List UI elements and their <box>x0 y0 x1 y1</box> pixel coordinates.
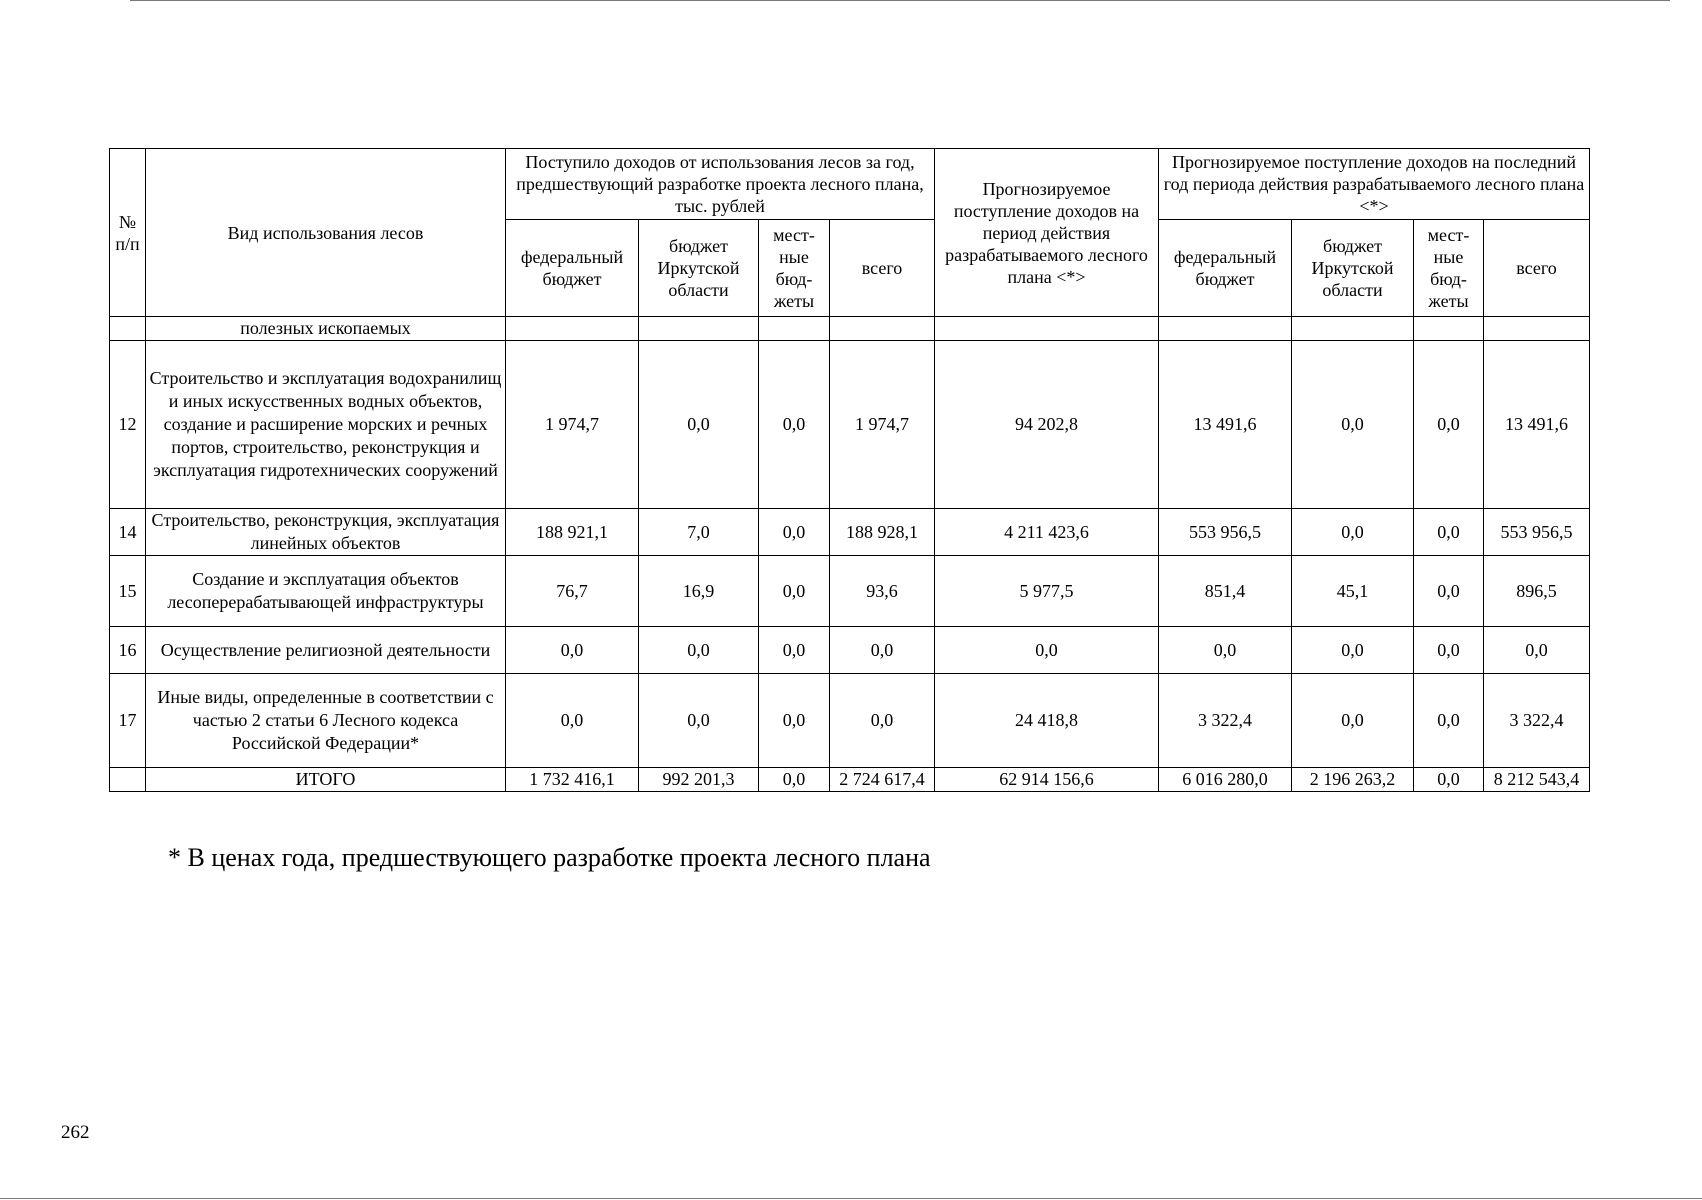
cell-forecast-period: 4 211 423,6 <box>935 509 1159 556</box>
cell-received-regional: 0,0 <box>639 627 759 674</box>
cell-last-federal: 3 322,4 <box>1159 674 1292 768</box>
row-kind: Осуществление религиозной деятельности <box>146 627 506 674</box>
cell-received-federal: 0,0 <box>506 627 639 674</box>
cell-forecast-period: 0,0 <box>935 627 1159 674</box>
header-kind: Вид использования лесов <box>146 149 506 317</box>
row-kind: Создание и эксплуатация объектов лесоперерабатывающей инфраструктуры <box>146 556 506 627</box>
cell-last-local: 0,0 <box>1414 509 1484 556</box>
row-number: 16 <box>110 627 146 674</box>
cell-forecast-period: 5 977,5 <box>935 556 1159 627</box>
cell-received-regional: 0,0 <box>639 674 759 768</box>
table-row-total <box>110 768 1590 792</box>
row-number: 15 <box>110 556 146 627</box>
header-forecast-last-year-group: Прогнозируемое поступление доходов на последний год периода действия разрабатываемого лесного плана <*> <box>1159 149 1590 220</box>
cell-last-regional <box>1292 317 1414 341</box>
cell-last-total: 13 491,6 <box>1484 341 1590 509</box>
cell-last-local: 0,0 <box>1414 627 1484 674</box>
table-row <box>110 317 1590 341</box>
row-kind: Иные виды, определенные в соответствии с частью 2 статьи 6 Лесного кодекса Российской Федерации* <box>146 674 506 768</box>
cell-last-regional: 45,1 <box>1292 556 1414 627</box>
cell-received-total: 1 974,7 <box>830 341 935 509</box>
cell-last-regional: 2 196 263,2 <box>1292 768 1414 792</box>
cell-received-total: 0,0 <box>830 674 935 768</box>
row-kind: Строительство и эксплуатация водохранилищ и иных искусственных водных объектов, создание и расширение морских и речных портов, строительство, реконструкция и эксплуатация гидротехнических сооружений <box>146 341 506 509</box>
cell-received-regional: 7,0 <box>639 509 759 556</box>
cell-received-federal: 188 921,1 <box>506 509 639 556</box>
table-row <box>110 627 1590 674</box>
row-number: 17 <box>110 674 146 768</box>
header-received-regional: бюджет Иркутской области <box>639 220 759 317</box>
header-received-total: всего <box>830 220 935 317</box>
forest-income-table <box>109 148 1590 792</box>
cell-forecast-period <box>935 317 1159 341</box>
cell-last-local: 0,0 <box>1414 556 1484 627</box>
cell-last-regional: 0,0 <box>1292 509 1414 556</box>
cell-received-regional: 992 201,3 <box>639 768 759 792</box>
table-row <box>110 556 1590 627</box>
cell-received-local <box>759 317 830 341</box>
header-received-federal: федеральный бюджет <box>506 220 639 317</box>
header-number: № п/п <box>110 149 146 317</box>
footnote: * В ценах года, предшествующего разработке проекта лесного плана <box>168 843 931 872</box>
cell-received-total <box>830 317 935 341</box>
row-number: 12 <box>110 341 146 509</box>
cell-last-federal: 6 016 280,0 <box>1159 768 1292 792</box>
header-last-regional: бюджет Иркутской области <box>1292 220 1414 317</box>
row-number: 14 <box>110 509 146 556</box>
scan-edge-rule-top <box>130 0 1670 1</box>
cell-received-total: 188 928,1 <box>830 509 935 556</box>
cell-last-federal: 553 956,5 <box>1159 509 1292 556</box>
cell-received-local: 0,0 <box>759 768 830 792</box>
cell-last-total: 8 212 543,4 <box>1484 768 1590 792</box>
cell-received-local: 0,0 <box>759 509 830 556</box>
row-kind: Строительство, реконструкция, эксплуатация линейных объектов <box>146 509 506 556</box>
cell-forecast-period: 62 914 156,6 <box>935 768 1159 792</box>
cell-last-local: 0,0 <box>1414 341 1484 509</box>
table-row <box>110 674 1590 768</box>
cell-last-total: 896,5 <box>1484 556 1590 627</box>
row-kind: ИТОГО <box>146 768 506 792</box>
header-last-local: мест-ные бюд-жеты <box>1414 220 1484 317</box>
row-number <box>110 768 146 792</box>
cell-forecast-period: 94 202,8 <box>935 341 1159 509</box>
header-received-group: Поступило доходов от использования лесов за год, предшествующий разработке проекта лесного плана, тыс. рублей <box>506 149 935 220</box>
cell-last-federal: 851,4 <box>1159 556 1292 627</box>
scan-edge-rule-bottom <box>0 1198 1702 1199</box>
cell-received-regional: 0,0 <box>639 341 759 509</box>
cell-last-local: 0,0 <box>1414 768 1484 792</box>
cell-last-federal: 13 491,6 <box>1159 341 1292 509</box>
cell-last-regional: 0,0 <box>1292 627 1414 674</box>
row-number <box>110 317 146 341</box>
table-row <box>110 341 1590 509</box>
cell-received-federal: 1 732 416,1 <box>506 768 639 792</box>
header-last-federal: федеральный бюджет <box>1159 220 1292 317</box>
cell-last-regional: 0,0 <box>1292 674 1414 768</box>
cell-last-local <box>1414 317 1484 341</box>
row-kind: полезных ископаемых <box>146 317 506 341</box>
cell-last-total: 553 956,5 <box>1484 509 1590 556</box>
table-row <box>110 509 1590 556</box>
cell-received-federal: 0,0 <box>506 674 639 768</box>
cell-last-total: 0,0 <box>1484 627 1590 674</box>
cell-received-federal <box>506 317 639 341</box>
cell-received-local: 0,0 <box>759 674 830 768</box>
page-number: 262 <box>61 1122 90 1143</box>
cell-received-total: 0,0 <box>830 627 935 674</box>
cell-last-regional: 0,0 <box>1292 341 1414 509</box>
header-row-top <box>110 149 1590 220</box>
cell-received-total: 93,6 <box>830 556 935 627</box>
cell-received-local: 0,0 <box>759 556 830 627</box>
cell-received-regional <box>639 317 759 341</box>
header-last-total: всего <box>1484 220 1590 317</box>
header-received-local: мест-ные бюд-жеты <box>759 220 830 317</box>
cell-last-federal: 0,0 <box>1159 627 1292 674</box>
cell-received-regional: 16,9 <box>639 556 759 627</box>
cell-received-total: 2 724 617,4 <box>830 768 935 792</box>
cell-last-total <box>1484 317 1590 341</box>
cell-received-local: 0,0 <box>759 341 830 509</box>
cell-received-local: 0,0 <box>759 627 830 674</box>
cell-last-federal <box>1159 317 1292 341</box>
cell-received-federal: 76,7 <box>506 556 639 627</box>
cell-last-total: 3 322,4 <box>1484 674 1590 768</box>
cell-last-local: 0,0 <box>1414 674 1484 768</box>
cell-received-federal: 1 974,7 <box>506 341 639 509</box>
cell-forecast-period: 24 418,8 <box>935 674 1159 768</box>
header-forecast-period: Прогнозируемое поступление доходов на период действия разрабатываемого лесного плана <*> <box>935 149 1159 317</box>
